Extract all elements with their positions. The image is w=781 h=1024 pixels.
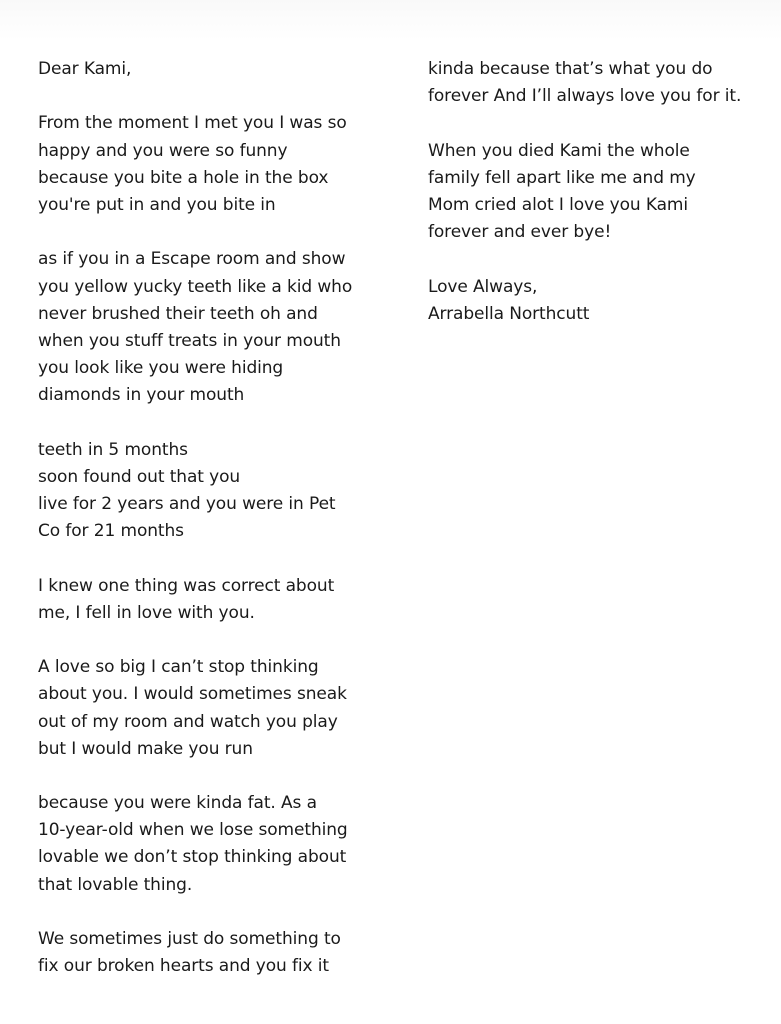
text-line: because you bite a hole in the box	[38, 167, 329, 188]
text-line: you're put in and you bite in	[38, 194, 276, 215]
salutation	[38, 56, 398, 83]
text-line: that lovable thing.	[38, 874, 193, 895]
text-line: I knew one thing was correct about	[38, 575, 335, 596]
paragraph	[38, 790, 398, 899]
text-line: as if you in a Escape room and show	[38, 249, 346, 270]
text-line: kinda because that’s what you do	[428, 59, 713, 79]
text-line: when you stuff treats in your mouth	[38, 330, 341, 351]
paragraph	[38, 573, 398, 627]
text-line: you yellow yucky teeth like a kid who	[38, 276, 353, 297]
text-line: teeth in 5 months	[38, 439, 188, 460]
text-line: lovable we don’t stop thinking about	[38, 847, 347, 868]
text-line: A love so big I can’t stop thinking	[38, 657, 319, 678]
paragraph	[428, 56, 778, 110]
text-line: Co for 21 months	[38, 521, 184, 542]
paragraph	[38, 110, 398, 219]
text-line: diamonds in your mouth	[38, 385, 245, 406]
letter-left-column	[38, 56, 398, 1008]
paragraph	[38, 437, 398, 546]
text-line: because you were kinda fat. As a	[38, 793, 317, 814]
text-line: Mom cried alot I love you Kami	[428, 194, 689, 215]
text-line: forever and ever bye!	[428, 222, 612, 243]
text-line: about you. I would sometimes sneak	[38, 684, 347, 705]
text-line: out of my room and watch you play	[38, 711, 338, 732]
paragraph	[38, 926, 398, 980]
paragraph	[428, 138, 778, 247]
text-line: From the moment I met you I was so	[38, 113, 347, 134]
closing: Love Always,	[428, 276, 538, 297]
text-line: me, I fell in love with you.	[38, 602, 255, 623]
text-line: fix our broken hearts and you fix it	[38, 956, 329, 977]
text-line: but I would make you run	[38, 738, 253, 759]
text-line: happy and you were so funny	[38, 140, 288, 161]
text-line: When you died Kami the whole	[428, 140, 690, 161]
signature-name: Arrabella Northcutt	[428, 303, 590, 324]
text-line: family fell apart like me and my	[428, 167, 696, 188]
letter-right-column	[428, 56, 778, 355]
text-line: Dear Kami,	[38, 59, 132, 79]
text-line: We sometimes just do something to	[38, 929, 341, 949]
signature-block	[428, 274, 778, 328]
text-line: forever And I’ll always love you for it.	[428, 86, 742, 107]
text-line: you look like you were hiding	[38, 358, 284, 379]
text-line: never brushed their teeth oh and	[38, 303, 318, 324]
text-line: 10-year-old when we lose something	[38, 820, 348, 841]
top-shade	[0, 0, 781, 40]
paragraph	[38, 654, 398, 763]
text-line: live for 2 years and you were in Pet	[38, 494, 336, 514]
text-line: soon found out that you	[38, 466, 241, 487]
paragraph	[38, 246, 398, 409]
